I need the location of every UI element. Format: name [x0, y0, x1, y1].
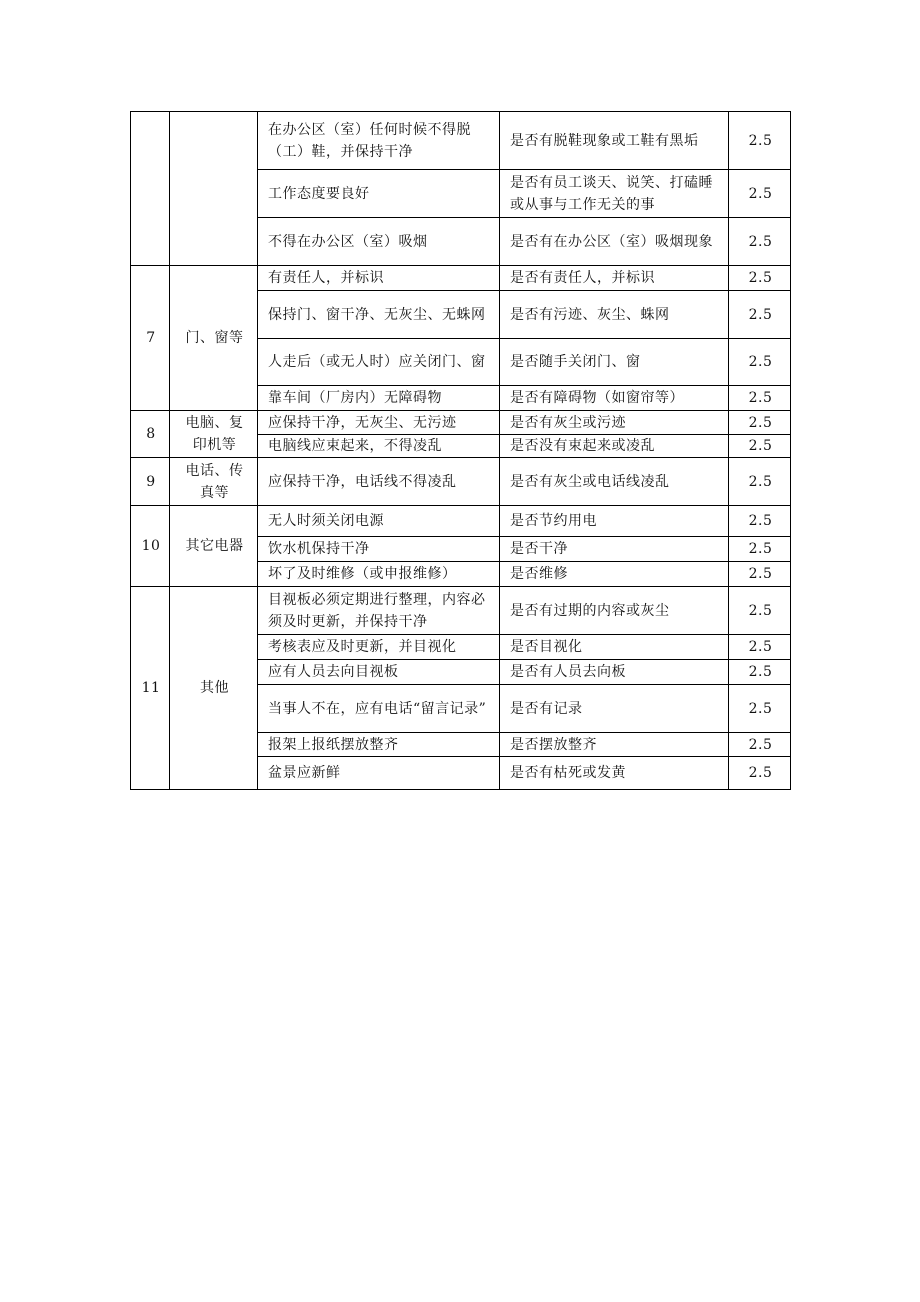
requirement-cell: 坏了及时维修（或申报维修） [258, 562, 500, 587]
check-criteria-cell: 是否有人员去向板 [500, 660, 729, 685]
check-criteria-cell: 是否有灰尘或污迹 [500, 411, 729, 435]
item-name-cell: 电话、传真等 [170, 458, 258, 506]
check-criteria-cell: 是否随手关闭门、窗 [500, 339, 729, 386]
item-name-cell: 其它电器 [170, 506, 258, 587]
item-name-cell: 其他 [170, 587, 258, 790]
score-cell: 2.5 [729, 562, 791, 587]
check-criteria-cell: 是否节约用电 [500, 506, 729, 537]
check-criteria-cell: 是否摆放整齐 [500, 733, 729, 757]
requirement-cell: 报架上报纸摆放整齐 [258, 733, 500, 757]
check-criteria-cell: 是否干净 [500, 537, 729, 562]
score-cell: 2.5 [729, 458, 791, 506]
requirement-cell: 目视板必须定期进行整理，内容必须及时更新，并保持干净 [258, 587, 500, 635]
score-cell: 2.5 [729, 506, 791, 537]
score-cell: 2.5 [729, 537, 791, 562]
check-criteria-cell: 是否有障碍物（如窗帘等） [500, 386, 729, 411]
score-cell: 2.5 [729, 291, 791, 339]
score-cell: 2.5 [729, 733, 791, 757]
item-name-cell: 电脑、复印机等 [170, 411, 258, 458]
inspection-table [130, 111, 791, 790]
table-row [131, 112, 791, 170]
requirement-cell: 靠车间（厂房内）无障碍物 [258, 386, 500, 411]
requirement-cell: 电脑线应束起来，不得凌乱 [258, 435, 500, 458]
check-criteria-cell: 是否有责任人，并标识 [500, 266, 729, 291]
check-criteria-cell: 是否有员工谈天、说笑、打磕睡或从事与工作无关的事 [500, 170, 729, 218]
item-number-cell: 9 [131, 458, 170, 506]
requirement-cell: 应保持干净，电话线不得凌乱 [258, 458, 500, 506]
table-row [131, 587, 791, 635]
requirement-cell: 饮水机保持干净 [258, 537, 500, 562]
item-number-cell: 8 [131, 411, 170, 458]
requirement-cell: 在办公区（室）任何时候不得脱（工）鞋，并保持干净 [258, 112, 500, 170]
item-name-cell: 门、窗等 [170, 266, 258, 411]
check-criteria-cell: 是否有灰尘或电话线凌乱 [500, 458, 729, 506]
item-number-cell [131, 112, 170, 266]
table-row [131, 506, 791, 537]
item-number-cell: 7 [131, 266, 170, 411]
requirement-cell: 应保持干净，无灰尘、无污迹 [258, 411, 500, 435]
check-criteria-cell: 是否维修 [500, 562, 729, 587]
score-cell: 2.5 [729, 266, 791, 291]
score-cell: 2.5 [729, 587, 791, 635]
check-criteria-cell: 是否有污迹、灰尘、蛛网 [500, 291, 729, 339]
requirement-cell: 不得在办公区（室）吸烟 [258, 218, 500, 266]
check-criteria-cell: 是否目视化 [500, 635, 729, 660]
score-cell: 2.5 [729, 635, 791, 660]
requirement-cell: 盆景应新鲜 [258, 757, 500, 790]
check-criteria-cell: 是否有脱鞋现象或工鞋有黑垢 [500, 112, 729, 170]
item-number-cell: 11 [131, 587, 170, 790]
check-criteria-cell: 是否有记录 [500, 685, 729, 733]
table-row [131, 458, 791, 506]
inspection-sheet [130, 111, 791, 790]
requirement-cell: 无人时须关闭电源 [258, 506, 500, 537]
score-cell: 2.5 [729, 112, 791, 170]
score-cell: 2.5 [729, 170, 791, 218]
requirement-cell: 工作态度要良好 [258, 170, 500, 218]
check-criteria-cell: 是否有枯死或发黄 [500, 757, 729, 790]
table-row [131, 266, 791, 291]
requirement-cell: 应有人员去向目视板 [258, 660, 500, 685]
check-criteria-cell: 是否有过期的内容或灰尘 [500, 587, 729, 635]
table-row [131, 411, 791, 435]
item-number-cell: 10 [131, 506, 170, 587]
score-cell: 2.5 [729, 660, 791, 685]
score-cell: 2.5 [729, 411, 791, 435]
requirement-cell: 考核表应及时更新，并目视化 [258, 635, 500, 660]
check-criteria-cell: 是否有在办公区（室）吸烟现象 [500, 218, 729, 266]
score-cell: 2.5 [729, 757, 791, 790]
score-cell: 2.5 [729, 435, 791, 458]
score-cell: 2.5 [729, 685, 791, 733]
score-cell: 2.5 [729, 218, 791, 266]
requirement-cell: 人走后（或无人时）应关闭门、窗 [258, 339, 500, 386]
item-name-cell [170, 112, 258, 266]
requirement-cell: 当事人不在，应有电话“留言记录” [258, 685, 500, 733]
check-criteria-cell: 是否没有束起来或凌乱 [500, 435, 729, 458]
score-cell: 2.5 [729, 339, 791, 386]
requirement-cell: 保持门、窗干净、无灰尘、无蛛网 [258, 291, 500, 339]
requirement-cell: 有责任人，并标识 [258, 266, 500, 291]
score-cell: 2.5 [729, 386, 791, 411]
